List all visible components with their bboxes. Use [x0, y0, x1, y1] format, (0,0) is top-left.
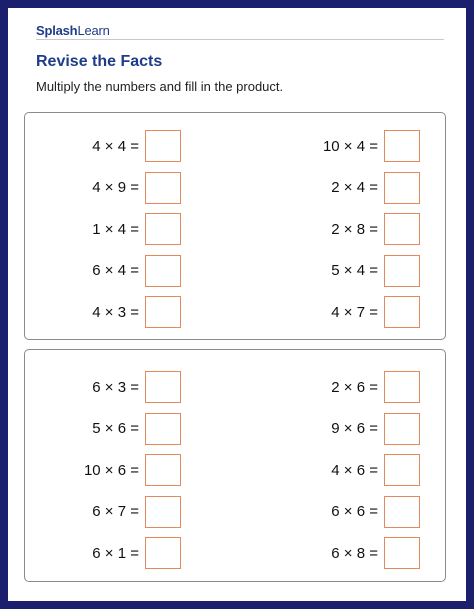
multiplication-expression: 6 × 6 = — [331, 503, 378, 520]
answer-box[interactable] — [145, 537, 181, 569]
worksheet-instructions: Multiply the numbers and fill in the product. — [36, 79, 284, 94]
problem-panel-2 — [24, 349, 446, 582]
multiplication-expression: 4 × 7 = — [331, 303, 378, 321]
multiplication-expression: 6 × 4 = — [92, 262, 139, 279]
brand-logo — [36, 23, 110, 38]
multiplication-expression: 6 × 7 = — [92, 503, 139, 520]
multiplication-expression: 4 × 9 = — [92, 179, 139, 196]
answer-box[interactable] — [384, 413, 420, 445]
problem-row — [284, 495, 420, 529]
problem-row — [45, 495, 181, 529]
answer-box[interactable] — [384, 371, 420, 403]
problem-row — [284, 254, 420, 288]
problem-row — [45, 536, 181, 570]
problem-row — [284, 212, 420, 246]
multiplication-expression: 10 × 4 = — [322, 137, 378, 155]
answer-box[interactable] — [145, 496, 181, 528]
answer-box[interactable] — [384, 537, 420, 569]
answer-box[interactable] — [145, 172, 181, 204]
multiplication-expression: 1 × 4 = — [92, 220, 139, 238]
multiplication-expression: 2 × 6 = — [331, 378, 378, 396]
multiplication-expression: 4 × 3 = — [92, 303, 139, 321]
problem-row — [45, 412, 181, 446]
answer-box[interactable] — [145, 413, 181, 445]
worksheet-page — [8, 8, 466, 601]
problem-panel-1 — [24, 112, 446, 340]
multiplication-expression: 4 × 6 = — [331, 461, 378, 479]
multiplication-expression: 5 × 6 = — [92, 420, 139, 437]
problem-row — [284, 295, 420, 329]
problem-row — [284, 536, 420, 570]
multiplication-expression: 9 × 6 = — [331, 420, 378, 437]
answer-box[interactable] — [384, 172, 420, 204]
multiplication-expression: 2 × 8 = — [331, 220, 378, 238]
problem-row — [284, 453, 420, 487]
multiplication-expression: 6 × 8 = — [331, 544, 378, 562]
multiplication-expression: 4 × 4 = — [92, 137, 139, 155]
problem-row — [45, 171, 181, 205]
multiplication-expression: 5 × 4 = — [331, 262, 378, 279]
multiplication-expression: 6 × 3 = — [92, 378, 139, 396]
problem-row — [45, 453, 181, 487]
answer-box[interactable] — [145, 371, 181, 403]
answer-box[interactable] — [384, 496, 420, 528]
header-divider — [36, 39, 444, 40]
problem-row — [284, 370, 420, 404]
problem-row — [45, 295, 181, 329]
answer-box[interactable] — [384, 296, 420, 328]
multiplication-expression: 6 × 1 = — [92, 544, 139, 562]
answer-box[interactable] — [145, 255, 181, 287]
problem-row — [45, 254, 181, 288]
answer-box[interactable] — [384, 213, 420, 245]
answer-box[interactable] — [145, 213, 181, 245]
problem-row — [284, 412, 420, 446]
problem-row — [284, 171, 420, 205]
problem-row — [45, 129, 181, 163]
problem-row — [45, 370, 181, 404]
answer-box[interactable] — [384, 454, 420, 486]
worksheet-title: Revise the Facts — [36, 53, 163, 70]
multiplication-expression: 2 × 4 = — [331, 179, 378, 196]
brand-name-learn: Learn — [77, 23, 110, 38]
answer-box[interactable] — [384, 130, 420, 162]
answer-box[interactable] — [145, 130, 181, 162]
problem-row — [45, 212, 181, 246]
brand-name-splash: Splash — [36, 23, 78, 38]
problem-row — [284, 129, 420, 163]
answer-box[interactable] — [384, 255, 420, 287]
answer-box[interactable] — [145, 296, 181, 328]
multiplication-expression: 10 × 6 = — [83, 461, 139, 479]
answer-box[interactable] — [145, 454, 181, 486]
